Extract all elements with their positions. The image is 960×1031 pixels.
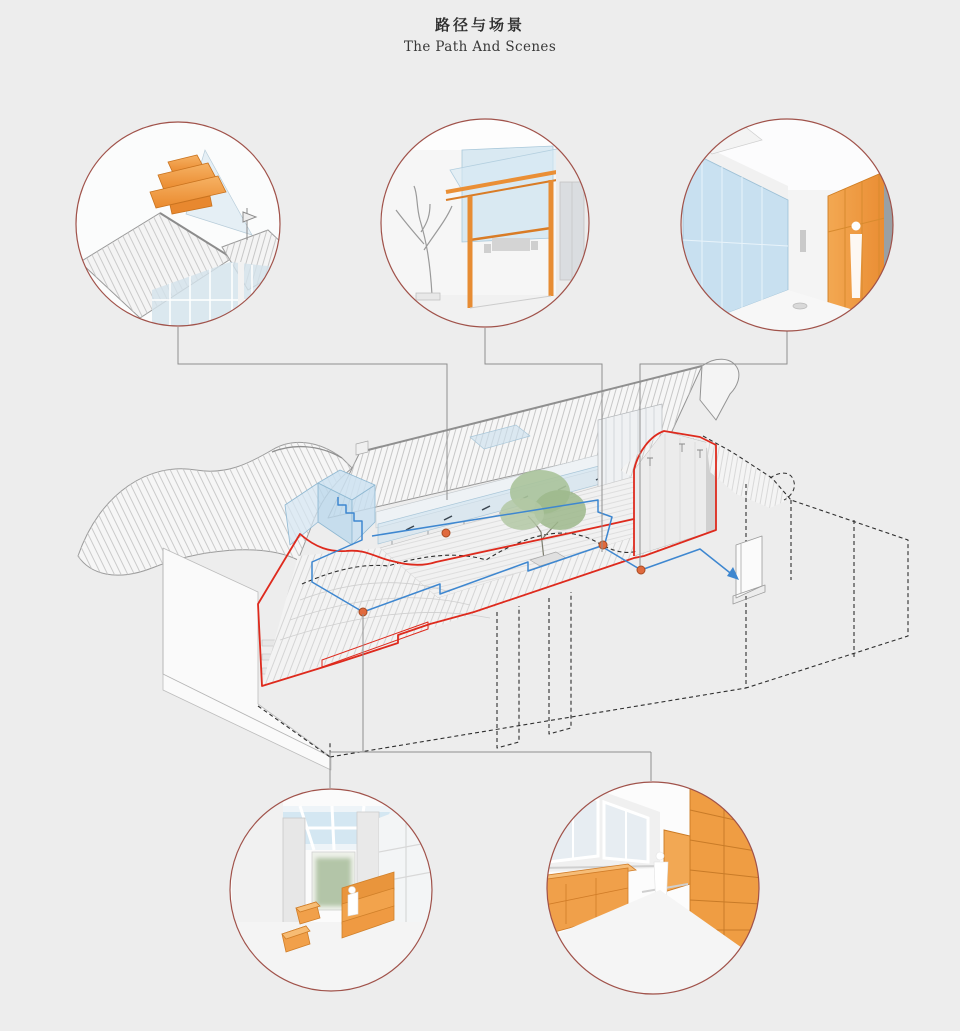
- interior-table-set: [484, 238, 538, 253]
- scene-orange-partition-court: [681, 118, 893, 331]
- entrance-door: [733, 536, 765, 604]
- page-title-zh: 路径与场景: [434, 16, 525, 34]
- path-node: [599, 541, 607, 549]
- open-sash: [664, 730, 708, 752]
- back-wall-slot: [800, 230, 806, 252]
- corridor-floor: [230, 922, 432, 992]
- path-node: [442, 529, 450, 537]
- scene-study-bookshelf: [540, 730, 776, 1002]
- right-wall: [556, 140, 589, 302]
- scene-skylight-corridor: [230, 789, 432, 992]
- page-title-en: The Path And Scenes: [403, 39, 557, 55]
- title-block: [0, 14, 960, 55]
- figure-silhouette: [850, 234, 862, 298]
- scene-roof-pavilion: [76, 122, 300, 326]
- axonometric-section: [78, 359, 908, 770]
- courtyard-floor: [381, 295, 589, 328]
- roof-upturn: [700, 359, 739, 420]
- path-node: [637, 566, 645, 574]
- shelf-step: [664, 830, 690, 892]
- skylight: [600, 730, 742, 782]
- figure-head: [349, 887, 356, 894]
- figure-silhouette: [348, 892, 358, 916]
- stone-basin: [793, 303, 807, 309]
- figure-head: [852, 222, 861, 231]
- scene-courtyard-pergola: [381, 119, 589, 328]
